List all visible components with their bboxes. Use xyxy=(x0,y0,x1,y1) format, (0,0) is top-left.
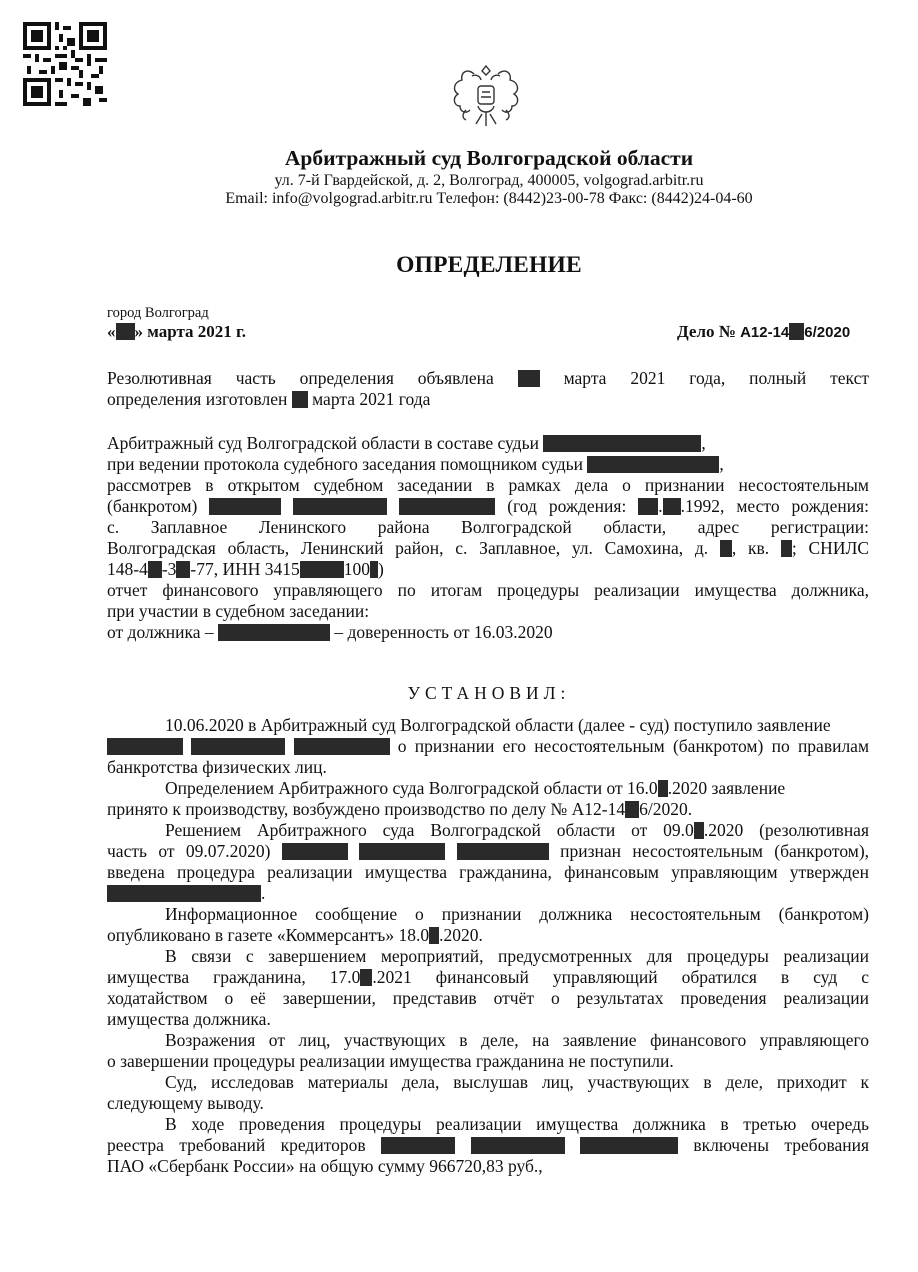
redaction-block xyxy=(381,1137,455,1154)
redaction-block xyxy=(720,540,732,557)
redaction-block xyxy=(191,738,285,755)
redaction-block xyxy=(294,738,390,755)
redaction-block xyxy=(116,323,135,340)
qr-code-icon xyxy=(23,22,107,106)
redaction-block xyxy=(694,822,704,839)
intro-paragraph: Арбитражный суд Волгоградской области в составе судьи , при ведении протокола судебного заседания помощником судьи , рассмотрев в открытом судебном заседании в рамках дела о признании несостоятельным (банкротом) (год рождения: . .1992, место рождения: с. Заплавное Ленинского района Волгоградской области, адрес регистрации: Волгоградская область, Ленинский район, с. Заплавное, ул. Самохина, д. , кв. ; СНИЛС 148-4 -3 -77, ИНН 3415 100 ) отчет финансового управляющего по итогам процедуры реализации имущества должника, при участии в судебном заседании: от должника – – доверенность от 16.03.2020 xyxy=(107,433,870,642)
document-date: « » марта 2021 г. xyxy=(107,322,247,341)
redaction-block xyxy=(209,498,281,515)
redaction-block xyxy=(457,843,549,860)
court-contacts: Email: info@volgograd.arbitr.ru Телефон: (8442)23-00-78 Факс: (8442)24-04-60 xyxy=(225,190,753,207)
redaction-block xyxy=(360,969,372,986)
court-name: Арбитражный суд Волгоградской области xyxy=(284,146,694,170)
redaction-block xyxy=(789,323,804,340)
redaction-block xyxy=(176,561,190,578)
redaction-block xyxy=(370,561,378,578)
redaction-block xyxy=(471,1137,565,1154)
redaction-block xyxy=(638,498,658,515)
redaction-block xyxy=(218,624,330,641)
resolution-paragraph: Резолютивная часть определения объявлена марта 2021 года, полный текст определения изготовлен марта 2021 года xyxy=(107,368,870,409)
established-heading: УСТАНОВИЛ: xyxy=(407,683,571,703)
redaction-block xyxy=(399,498,495,515)
case-number: Дело № А12-14 6/2020 xyxy=(677,322,851,341)
redaction-block xyxy=(658,780,668,797)
redaction-block xyxy=(282,843,348,860)
redaction-block xyxy=(300,561,344,578)
redaction-block xyxy=(148,561,162,578)
redaction-block xyxy=(587,456,719,473)
redaction-block xyxy=(293,498,387,515)
redaction-block xyxy=(107,885,261,902)
redaction-block xyxy=(429,927,439,944)
redaction-block xyxy=(359,843,445,860)
redaction-block xyxy=(663,498,681,515)
redaction-block xyxy=(518,370,540,387)
city: город Волгоград xyxy=(107,305,209,321)
court-address: ул. 7-й Гвардейской, д. 2, Волгоград, 400005, volgograd.arbitr.ru xyxy=(274,172,704,189)
document-title: ОПРЕДЕЛЕНИЕ xyxy=(396,252,582,278)
redaction-block xyxy=(543,435,701,452)
redaction-block xyxy=(781,540,792,557)
redaction-block xyxy=(625,801,639,818)
redaction-block xyxy=(107,738,183,755)
redaction-block xyxy=(580,1137,678,1154)
coat-of-arms-icon xyxy=(446,62,526,134)
body-section: 10.06.2020 в Арбитражный суд Волгоградской области (далее - суд) поступило заявление о признании его несостоятельным (банкротом) по правилам банкротства физических лиц. Определением Арбитражного суда Волгоградской области от 16.0 .2020 заявление принято к производству, возбуждено производство по делу № А12-14 6/2020. Решением Арбитражного суда Волгоградской области от 09.0 .2020 (резолютивная часть от 09.07.2020) признан несостоятельным (банкротом), введена процедура реализации имущества гражданина, финансовым управляющим утвержден . Информационное сообщение о признании должника несостоятельным (банкротом) опубликовано в газете «Коммерсантъ» 18.0 .2020. В связи с завершением мероприятий, предусмотренных для процедуры реализации имущества гражданина, 17.0 .2021 финансовый управляющий обратился в суд с ходатайством о её завершении, представив отчёт о результатах проведения реализации имущества должника. Возражения от лиц, участвующих в деле, на заявление финансового управляющего о завершении процедуры реализации имущества гражданина не поступили. Суд, исследовав материалы дела, выслушав лиц, участвующих в деле, приходит к следующему выводу. В ходе проведения процедуры реализации имущества должника в третью очередь реестра требований кредиторов включены требования ПАО «Сбербанк России» на общую сумму 966720,83 руб., xyxy=(107,715,870,1176)
redaction-block xyxy=(292,391,308,408)
